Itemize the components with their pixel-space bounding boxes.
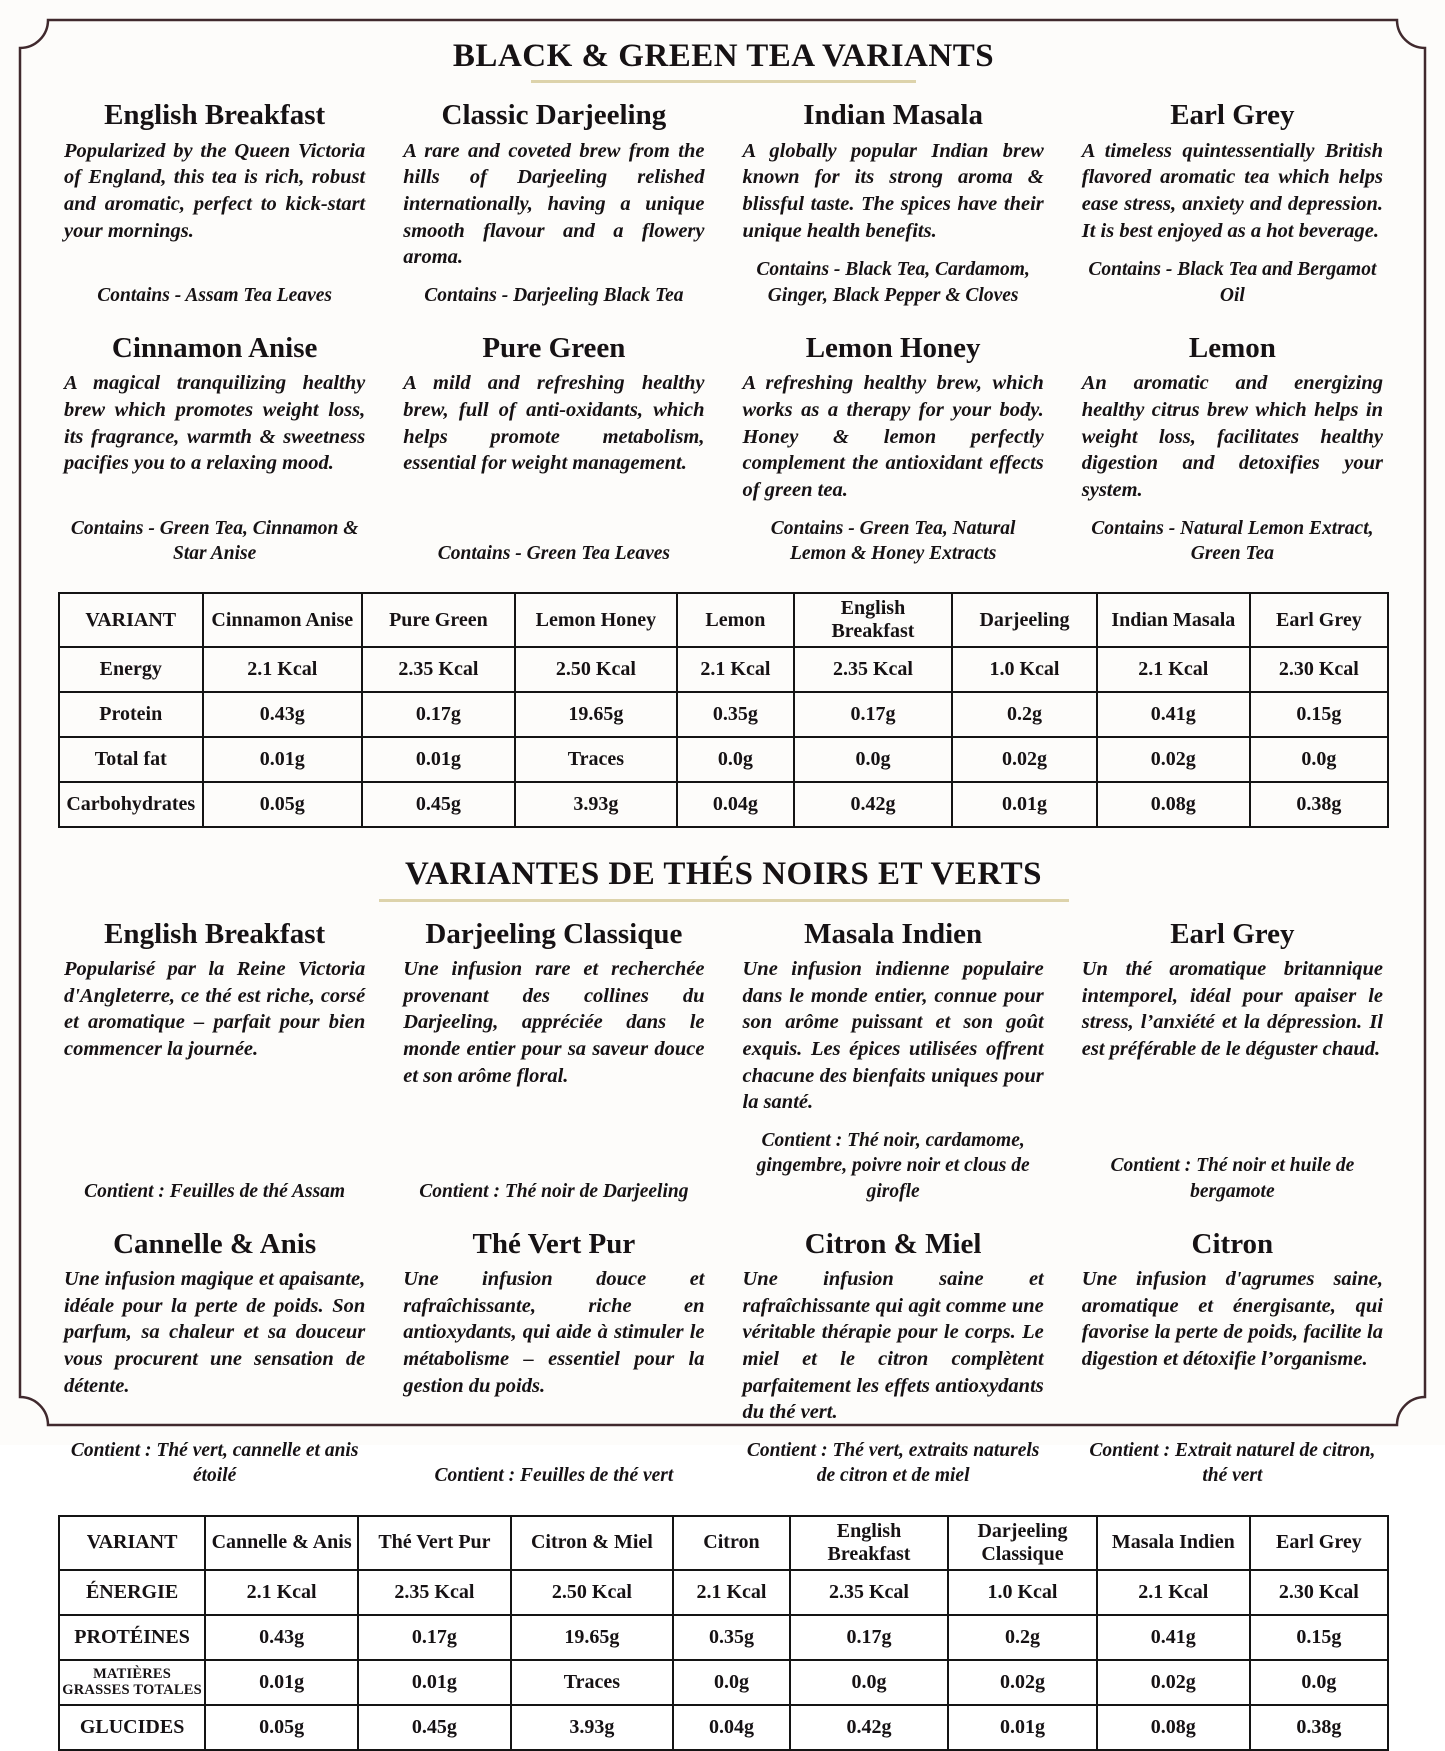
tea-description: Une infusion rare et recherchée provenant des collines du Darjeeling, appréciée dans le monde entier pour sa saveur douce et son arôme floral. [403,957,705,1087]
tea-name: Classic Darjeeling [441,99,667,132]
section-french [58,854,1389,1750]
nutrient-row-label: Carbohydrates [59,782,203,827]
nutrition-cell: 19.65g [515,692,677,737]
nutrition-cell: 0.0g [1250,1660,1388,1705]
nutrient-row-label: Energy [59,647,203,692]
tea-name: Masala Indien [804,917,983,950]
tea-card-english-breakfast [58,91,371,320]
tea-card-citron [1076,1220,1389,1501]
tea-description: Popularized by the Queen Victoria of England, this tea is rich, robust and aromatic, perfect to kick-start your mornings. [64,139,366,242]
tea-name: Indian Masala [803,99,983,132]
table-header-row [59,593,1388,647]
table-header-row [59,1516,1388,1570]
section-title-french: VARIANTES DE THÉS NOIRS ET VERTS [405,856,1042,893]
tea-card-cinnamon-anise [58,324,371,578]
tea-name: Cannelle & Anis [113,1227,317,1260]
nutrition-cell: 0.01g [948,1705,1097,1750]
nutrition-cell: 1.0 Kcal [952,647,1097,692]
tea-description: Une infusion saine et rafraîchissante qui agit comme une véritable thérapie pour le corps. Le miel et le citron complètent parfaitement les effets antioxydants du thé vert. [742,1268,1044,1424]
tea-description: A globally popular Indian brew known for its strong aroma & blissful taste. The spices have their unique health benefits. [742,139,1044,242]
nutrition-table-french [58,1515,1389,1751]
tea-name: English Breakfast [104,917,326,950]
variant-column-header: Darjeeling Classique [948,1516,1097,1570]
nutrition-cell: 0.15g [1250,1615,1388,1660]
nutrient-row-label: PROTÉINES [59,1615,205,1660]
tea-card-earl-grey-fr [1076,910,1389,1216]
tea-name: Cinnamon Anise [111,332,318,365]
nutrition-cell: 0.08g [1097,1705,1250,1750]
nutrition-cell: 2.1 Kcal [1097,647,1250,692]
nutrient-row-label: Protein [59,692,203,737]
nutrition-cell: 2.30 Kcal [1250,1570,1388,1615]
tea-card-english-breakfast-fr [58,910,371,1216]
nutrition-cell: 0.02g [948,1660,1097,1705]
nutrition-cell: 3.93g [511,1705,673,1750]
nutrition-cell: 0.05g [205,1705,358,1750]
variant-column-header: Thé Vert Pur [358,1516,511,1570]
nutrient-row-label: MATIÈRES GRASSES TOTALES [59,1660,205,1705]
tea-card-citron-miel [737,1220,1050,1501]
variant-column-header: Cinnamon Anise [203,593,362,647]
tea-ingredients: Contient : Thé noir et huile de bergamote [1110,1155,1355,1202]
tea-ingredients: Contains - Darjeeling Black Tea [424,284,684,306]
nutrition-cell: 0.2g [948,1615,1097,1660]
table-row-proteines [59,1615,1388,1660]
nutrition-cell: 0.05g [203,782,362,827]
tea-name: Darjeeling Classique [425,917,683,950]
tea-ingredients: Contient : Thé vert, cannelle et anis étoilé [70,1440,359,1487]
nutrient-row-label: ÉNERGIE [59,1570,205,1615]
nutrition-cell: 0.02g [1097,1660,1250,1705]
nutrition-cell: 0.35g [673,1615,790,1660]
nutrition-cell: 0.2g [952,692,1097,737]
tea-ingredients: Contains - Green Tea, Cinnamon & Star Anise [70,517,359,565]
nutrition-cell: 0.17g [794,692,952,737]
nutrition-cell: 2.35 Kcal [358,1570,511,1615]
variant-column-header: English Breakfast [794,593,952,647]
tea-ingredients: Contient : Thé noir de Darjeeling [419,1180,689,1202]
tea-description: Popularisé par la Reine Victoria d'Angleterre, ce thé est riche, corsé et aromatique – parfait pour bien commencer la journée. [64,957,366,1060]
variant-column-header: Lemon [677,593,794,647]
nutrition-cell: 0.41g [1097,1615,1250,1660]
tea-card-darjeeling-classique [397,910,710,1216]
nutrition-cell: 0.45g [362,782,515,827]
variant-column-header: Earl Grey [1250,593,1388,647]
nutrition-cell: 2.1 Kcal [1097,1570,1250,1615]
nutrition-cell: 2.50 Kcal [515,647,677,692]
nutrition-cell: 2.35 Kcal [790,1570,948,1615]
tea-ingredients: Contient : Feuilles de thé Assam [84,1180,346,1202]
variant-column-header: Darjeeling [952,593,1097,647]
tea-description: A rare and coveted brew from the hills of Darjeeling relished internationally, having a unique smooth flavour and a flowery aroma. [403,139,705,269]
nutrition-cell: 0.0g [794,737,952,782]
table-row-energie [59,1570,1388,1615]
tea-card-earl-grey [1076,91,1389,320]
tea-name: Thé Vert Pur [472,1227,636,1260]
table-row-protein [59,692,1388,737]
variant-column-header: Citron [673,1516,790,1570]
tea-ingredients: Contient : Thé vert, extraits naturels de citron et de miel [746,1440,1040,1487]
section-english [58,36,1389,828]
nutrition-cell: 2.30 Kcal [1250,647,1388,692]
tea-ingredients: Contains - Natural Lemon Extract, Green Tea [1091,517,1374,565]
nutrition-cell: Traces [515,737,677,782]
nutrition-cell: 2.1 Kcal [677,647,794,692]
nutrition-cell: 0.01g [358,1660,511,1705]
tea-description: Une infusion indienne populaire dans le monde entier, connue pour son arôme puissant et son goût exquis. Les épices utilisées offrent chacune des bienfaits uniques pour la santé. [742,957,1044,1114]
panel-content [58,36,1389,1751]
tea-name: Citron [1191,1227,1274,1260]
tea-description: A timeless quintessentially British flavored aromatic tea which helps ease stress, anxiety and depression. It is best enjoyed as a hot beverage. [1081,139,1383,242]
nutrition-cell: 2.1 Kcal [203,647,362,692]
tea-name: Earl Grey [1170,99,1295,132]
tea-name: Citron & Miel [804,1227,982,1260]
nutrition-cell: 0.01g [203,737,362,782]
tea-ingredients: Contient : Feuilles de thé vert [434,1465,674,1487]
nutrition-cell: 0.04g [673,1705,790,1750]
tea-ingredients: Contains - Green Tea Leaves [437,543,670,565]
nutrition-cell: 3.93g [515,782,677,827]
nutrition-cell: 0.04g [677,782,794,827]
nutrition-cell: 0.43g [203,692,362,737]
nutrition-cell: 0.17g [358,1615,511,1660]
section-title-english: BLACK & GREEN TEA VARIANTS [452,38,995,74]
tea-ingredients: Contient : Thé noir, cardamome, gingembre, poivre noir et clous de girofle [756,1129,1030,1202]
nutrient-row-label: Total fat [59,737,203,782]
nutrition-cell: 2.50 Kcal [511,1570,673,1615]
variant-column-header: Masala Indien [1097,1516,1250,1570]
nutrition-cell: 2.35 Kcal [794,647,952,692]
table-corner-label: VARIANT [59,593,203,647]
nutrition-cell: 2.1 Kcal [673,1570,790,1615]
table-row-glucides [59,1705,1388,1750]
nutrition-cell: 0.08g [1097,782,1250,827]
tea-ingredients: Contains - Green Tea, Natural Lemon & Honey Extracts [770,517,1016,565]
nutrition-cell: 0.45g [358,1705,511,1750]
tea-card-lemon-honey [737,324,1050,578]
nutrition-cell: 0.38g [1250,1705,1388,1750]
tea-name: Earl Grey [1170,917,1295,950]
variant-column-header: Earl Grey [1250,1516,1388,1570]
nutrition-cell: 0.01g [205,1660,358,1705]
nutrition-cell: 0.0g [677,737,794,782]
tea-description: Une infusion douce et rafraîchissante, riche en antioxydants, qui aide à stimuler le métabolisme – essentiel pour la gestion du poids. [403,1268,705,1397]
nutrition-cell: 2.1 Kcal [205,1570,358,1615]
tea-name: Lemon [1188,332,1276,365]
nutrition-cell: Traces [511,1660,673,1705]
tea-name: Lemon Honey [805,332,981,365]
tea-description: A magical tranquilizing healthy brew which promotes weight loss, its fragrance, warmth & sweetness pacifies you to a relaxing mood. [64,372,366,475]
tea-cards-english [58,91,1389,578]
nutrition-cell: 19.65g [511,1615,673,1660]
tea-card-masala-indien [737,910,1050,1216]
tea-card-indian-masala [737,91,1050,320]
tea-name: English Breakfast [104,99,326,132]
table-row-matieres-grasses [59,1660,1388,1705]
variant-column-header: English Breakfast [790,1516,948,1570]
tea-name: Pure Green [482,332,626,365]
tea-description: A mild and refreshing healthy brew, full of anti-oxidants, which helps promote metabolism, essential for weight management. [403,372,705,475]
tea-description: A refreshing healthy brew, which works as a therapy for your body. Honey & lemon perfectly complement the antioxidant effects of green tea. [742,372,1044,502]
table-row-fat [59,737,1388,782]
title-underline [379,899,1069,902]
nutrition-cell: 0.43g [205,1615,358,1660]
nutrition-cell: 0.17g [790,1615,948,1660]
nutrition-cell: 0.42g [790,1705,948,1750]
nutrition-table-english [58,592,1389,828]
variant-column-header: Citron & Miel [511,1516,673,1570]
variant-column-header: Lemon Honey [515,593,677,647]
table-row-energy [59,647,1388,692]
nutrition-cell: 1.0 Kcal [948,1570,1097,1615]
nutrition-cell: 0.0g [790,1660,948,1705]
nutrition-cell: 0.35g [677,692,794,737]
tea-card-lemon [1076,324,1389,578]
nutrition-cell: 0.01g [952,782,1097,827]
tea-description: Un thé aromatique britannique intemporel, idéal pour apaiser le stress, l’anxiété et la dépression. Il est préférable de le déguster chaud. [1081,957,1383,1060]
tea-description: An aromatic and energizing healthy citrus brew which helps in weight loss, facilitates healthy digestion and detoxifies your system. [1081,372,1383,502]
nutrition-cell: 0.38g [1250,782,1388,827]
tea-card-cannelle-anis [58,1220,371,1501]
tea-ingredients: Contains - Assam Tea Leaves [97,284,332,306]
variant-column-header: Indian Masala [1097,593,1250,647]
nutrient-row-label: GLUCIDES [59,1705,205,1750]
nutrition-cell: 0.17g [362,692,515,737]
table-corner-label: VARIANT [59,1516,205,1570]
tea-ingredients: Contient : Extrait naturel de citron, thé vert [1089,1440,1376,1487]
nutrition-cell: 0.15g [1250,692,1388,737]
nutrition-cell: 0.02g [952,737,1097,782]
variant-column-header: Cannelle & Anis [205,1516,358,1570]
table-row-carbohydrates [59,782,1388,827]
nutrition-cell: 0.01g [362,737,515,782]
tea-description: Une infusion d'agrumes saine, aromatique et énergisante, qui favorise la perte de poids, facilite la digestion et détoxifie l’organisme. [1081,1268,1383,1371]
tea-card-classic-darjeeling [397,91,710,320]
tea-card-the-vert-pur [397,1220,710,1501]
nutrition-cell: 0.0g [673,1660,790,1705]
variant-column-header: Pure Green [362,593,515,647]
nutrition-cell: 0.0g [1250,737,1388,782]
tea-cards-french [58,910,1389,1501]
nutrition-cell: 0.42g [794,782,952,827]
nutrition-cell: 0.02g [1097,737,1250,782]
title-underline [531,80,916,83]
tea-ingredients: Contains - Black Tea, Cardamom, Ginger, Black Pepper & Cloves [756,259,1030,306]
tea-ingredients: Contains - Black Tea and Bergamot Oil [1088,259,1377,306]
nutrition-cell: 2.35 Kcal [362,647,515,692]
tea-card-pure-green [397,324,710,578]
nutrition-cell: 0.41g [1097,692,1250,737]
tea-description: Une infusion magique et apaisante, idéale pour la perte de poids. Son parfum, sa chaleur et sa douceur vous procurent une sensation de détente. [64,1268,366,1397]
